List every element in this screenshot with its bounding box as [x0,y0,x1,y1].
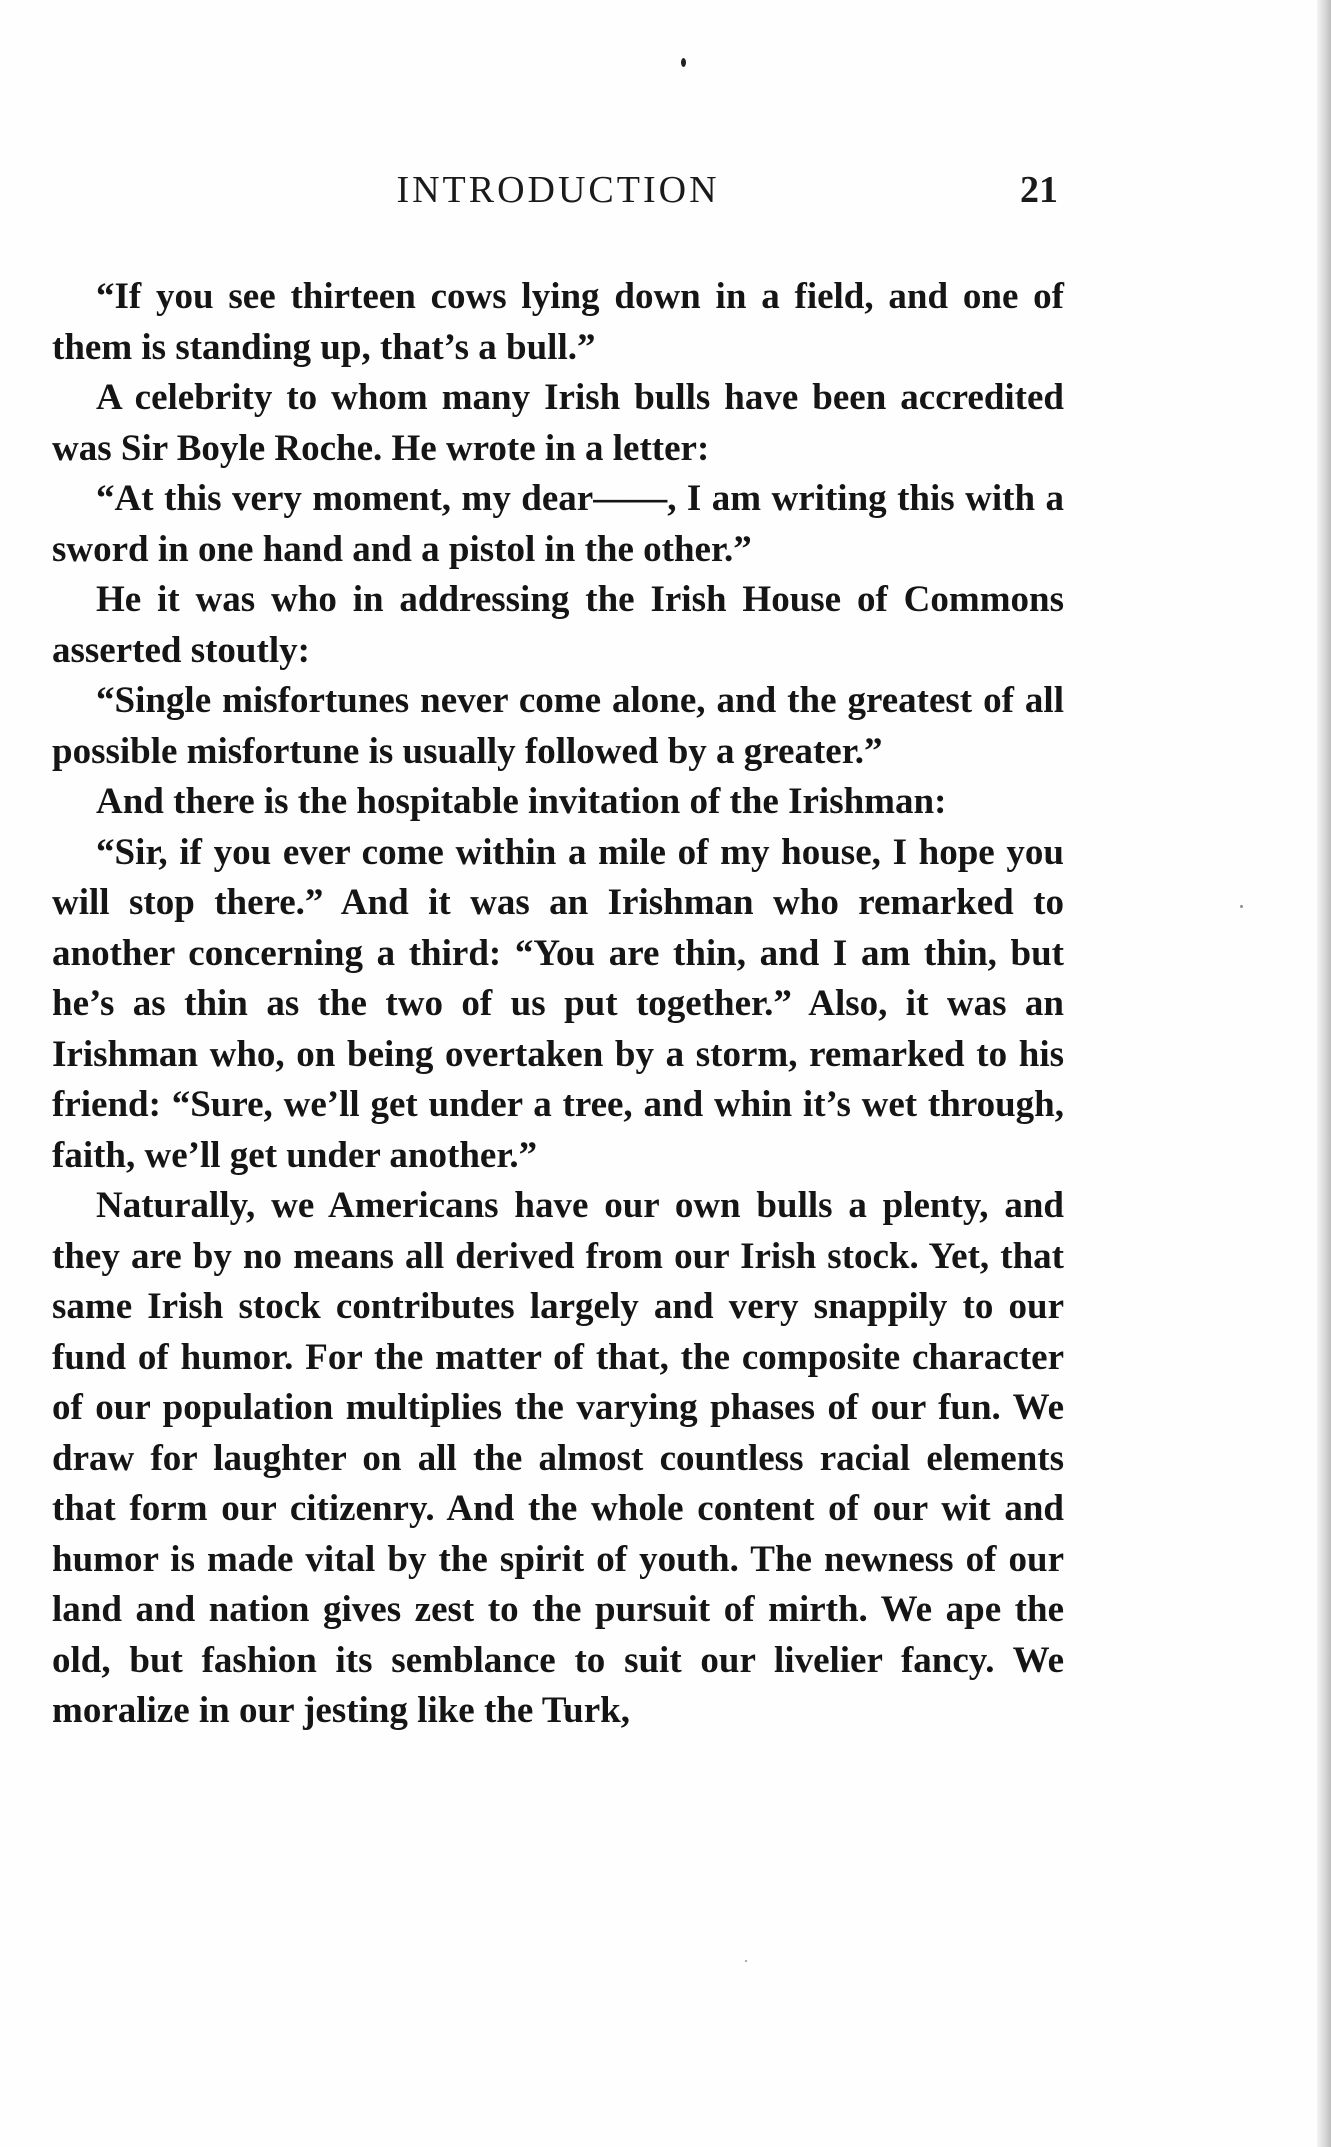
paragraph: “Sir, if you ever come within a mile of my house, I hope you will stop there.” And it was an Irishman who remarked to another concerning a third: “You are thin, and I am thin, but he’s as thin as the two of us put together.” Also, it was an Irishman who, on being overtaken by a storm, remarked to his friend: “Sure, we’ll get under a tree, and whin it’s wet through, faith, we’ll get under another.” [52,831,1064,1176]
print-speck [1240,905,1243,908]
running-head: INTRODUCTION [396,169,720,211]
page-edge-shadow [1317,0,1331,2147]
paragraph: A celebrity to whom many Irish bulls have been accredited was Sir Boyle Roche. He wrote in a letter: [52,377,1064,469]
page-header [52,168,1064,228]
body-text [52,272,1064,1737]
print-speck [681,58,686,67]
paragraph: And there is the hospitable invitation of the Irishman: [96,781,947,822]
paragraph: “At this very moment, my dear——, I am writing this with a sword in one hand and a pistol in the other.” [52,478,1064,570]
paragraph: “If you see thirteen cows lying down in a field, and one of them is standing up, that’s a bull.” [52,276,1064,368]
paragraph: “Single misfortunes never come alone, and the greatest of all possible misfortune is usually followed by a greater.” [52,680,1064,772]
paragraph: He it was who in addressing the Irish House of Commons asserted stoutly: [52,579,1064,671]
page-number: 21 [1020,169,1058,211]
paragraph: Naturally, we Americans have our own bulls a plenty, and they are by no means all derived from our Irish stock. Yet, that same Irish stock contributes largely and very snappily to our fund of humor. For the matter of that, the composite character of our population multiplies the varying phases of our fun. We draw for laughter on all the almost countless racial elements that form our citizenry. And the whole content of our wit and humor is made vital by the spirit of youth. The newness of our land and nation gives zest to the pursuit of mirth. We ape the old, but fashion its semblance to suit our livelier fancy. We moralize in our jesting like the Turk, [52,1185,1064,1731]
print-speck [745,1960,747,1962]
